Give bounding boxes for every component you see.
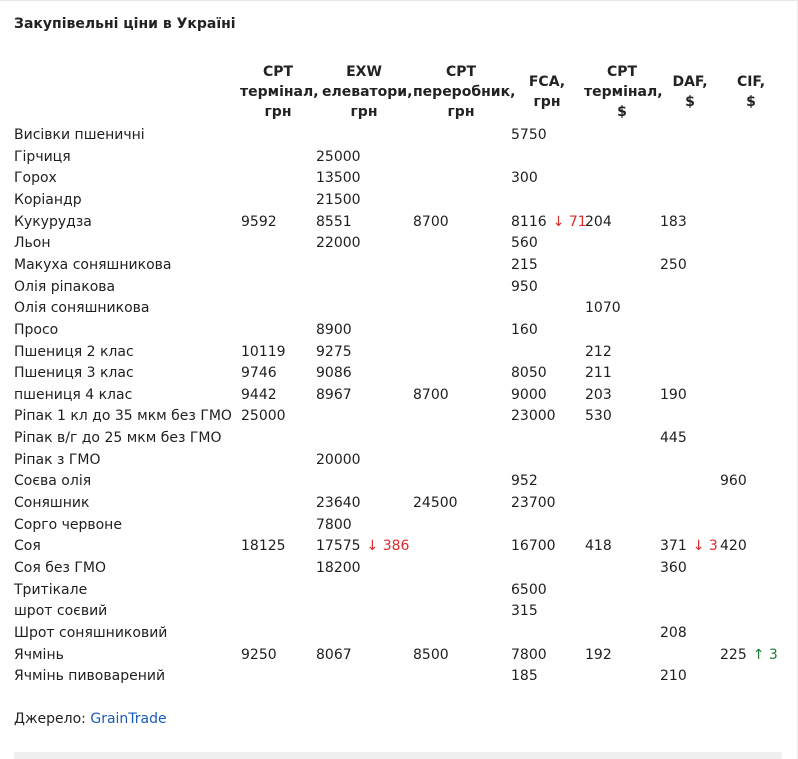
price-change-down: ↓ 71 bbox=[552, 213, 587, 230]
price-cell-daf-usd bbox=[660, 428, 687, 449]
price-cell-cpt-terminal-usd bbox=[585, 645, 612, 666]
price-value: 190 bbox=[660, 386, 687, 403]
price-cell-cpt-terminal-usd bbox=[585, 212, 612, 233]
table-row bbox=[0, 363, 798, 384]
commodity-name: Соєва олія bbox=[14, 473, 92, 490]
column-header-fca-uah: FCA, грн bbox=[528, 74, 566, 110]
table-row bbox=[0, 233, 798, 254]
price-value: 9000 bbox=[511, 386, 547, 403]
price-cell-fca-uah bbox=[511, 385, 547, 406]
price-value: 7800 bbox=[511, 646, 547, 663]
price-cell-exw-elevator-uah bbox=[316, 147, 361, 168]
price-value: 13500 bbox=[316, 170, 361, 187]
table-row bbox=[0, 190, 798, 211]
price-value: 25000 bbox=[241, 408, 286, 425]
table-row bbox=[0, 536, 798, 557]
table-row bbox=[0, 428, 798, 449]
column-header-cpt-terminal-usd: CPT термінал, $ bbox=[584, 64, 663, 120]
price-value: 225 bbox=[720, 646, 747, 663]
column-header-cif-usd: CIF, $ bbox=[736, 74, 766, 110]
price-change-down: ↓ 386 bbox=[366, 538, 410, 555]
price-value: 530 bbox=[585, 408, 612, 425]
table-row bbox=[0, 471, 798, 492]
price-cell-fca-uah bbox=[511, 212, 587, 233]
table-row bbox=[0, 255, 798, 276]
price-cell-fca-uah bbox=[511, 255, 538, 276]
price-cell-fca-uah bbox=[511, 493, 556, 514]
price-cell-cpt-terminal-usd bbox=[585, 298, 621, 319]
price-cell-exw-elevator-uah bbox=[316, 645, 352, 666]
table-row bbox=[0, 666, 798, 687]
table-row bbox=[0, 450, 798, 471]
table-row bbox=[0, 385, 798, 406]
price-value: 10119 bbox=[241, 343, 286, 360]
price-value: 23000 bbox=[511, 408, 556, 425]
price-value: 203 bbox=[585, 386, 612, 403]
price-value: 208 bbox=[660, 624, 687, 641]
price-value: 8700 bbox=[413, 386, 449, 403]
price-cell-cpt-terminal-uah bbox=[241, 342, 286, 363]
column-header-daf-usd: DAF, $ bbox=[672, 74, 708, 110]
price-cell-cpt-terminal-uah bbox=[241, 536, 286, 557]
price-cell-daf-usd bbox=[660, 558, 687, 579]
table-row bbox=[0, 623, 798, 644]
commodity-name: Коріандр bbox=[14, 191, 82, 208]
table-row bbox=[0, 645, 798, 666]
price-value: 1070 bbox=[585, 300, 621, 317]
commodity-name: Висівки пшеничні bbox=[14, 127, 145, 143]
price-cell-daf-usd bbox=[660, 385, 687, 406]
price-value: 9442 bbox=[241, 386, 277, 403]
price-cell-exw-elevator-uah bbox=[316, 168, 361, 189]
table-row bbox=[0, 168, 798, 189]
price-value: 24500 bbox=[413, 495, 458, 512]
price-value: 183 bbox=[660, 213, 687, 230]
commodity-name: Макуха соняшникова bbox=[14, 256, 172, 273]
price-value: 212 bbox=[585, 343, 612, 360]
price-value: 360 bbox=[660, 560, 687, 576]
price-cell-fca-uah bbox=[511, 580, 547, 601]
bottom-bar bbox=[14, 752, 782, 759]
price-value: 9746 bbox=[241, 365, 277, 382]
price-value: 185 bbox=[511, 668, 538, 685]
commodity-name: Кукурудза bbox=[14, 213, 92, 230]
price-value: 20000 bbox=[316, 451, 361, 468]
price-value: 315 bbox=[511, 603, 538, 620]
price-cell-exw-elevator-uah bbox=[316, 212, 352, 233]
price-value: 8700 bbox=[413, 213, 449, 230]
price-cell-fca-uah bbox=[511, 363, 547, 384]
commodity-name: Сорго червоне bbox=[14, 516, 122, 533]
price-value: 8900 bbox=[316, 321, 352, 338]
commodity-name: Ріпак в/г до 25 мкм без ГМО bbox=[14, 430, 222, 447]
price-value: 952 bbox=[511, 473, 538, 490]
price-cell-fca-uah bbox=[511, 125, 547, 146]
price-value: 8116 bbox=[511, 213, 547, 230]
price-value: 420 bbox=[720, 538, 747, 555]
price-cell-exw-elevator-uah bbox=[316, 385, 352, 406]
price-value: 9275 bbox=[316, 343, 352, 360]
price-value: 211 bbox=[585, 365, 612, 382]
price-value: 8551 bbox=[316, 213, 352, 230]
source-link[interactable]: GrainTrade bbox=[90, 711, 167, 727]
price-value: 7800 bbox=[316, 516, 352, 533]
commodity-name: шрот соєвий bbox=[14, 603, 108, 620]
commodity-name: Олія ріпакова bbox=[14, 278, 116, 295]
price-value: 215 bbox=[511, 256, 538, 273]
price-value: 371 bbox=[660, 538, 687, 555]
commodity-name: Пшениця 2 клас bbox=[14, 343, 134, 360]
price-cell-cpt-processor-uah bbox=[413, 212, 449, 233]
price-cell-daf-usd bbox=[660, 255, 687, 276]
price-value: 5750 bbox=[511, 127, 547, 143]
price-change-up: ↑ 3 bbox=[752, 646, 778, 663]
price-value: 23700 bbox=[511, 495, 556, 512]
price-value: 9592 bbox=[241, 213, 277, 230]
price-cell-daf-usd bbox=[660, 536, 718, 557]
price-cell-exw-elevator-uah bbox=[316, 450, 361, 471]
price-cell-exw-elevator-uah bbox=[316, 558, 361, 579]
price-value: 18200 bbox=[316, 560, 361, 576]
price-change-down: ↓ 3 bbox=[692, 538, 718, 555]
price-value: 8967 bbox=[316, 386, 352, 403]
price-cell-fca-uah bbox=[511, 406, 556, 427]
column-header-cpt-processor-uah: CPT переробник, грн bbox=[413, 64, 516, 120]
page-title: Закупівельні ціни в Україні bbox=[14, 16, 236, 32]
price-cell-cpt-terminal-uah bbox=[241, 212, 277, 233]
price-cell-cif-usd bbox=[720, 536, 747, 557]
price-value: 22000 bbox=[316, 235, 361, 252]
table-row bbox=[0, 147, 798, 168]
column-header-exw-elevator-uah: EXW елеватори, грн bbox=[322, 64, 413, 120]
table-row bbox=[0, 212, 798, 233]
commodity-name: Олія соняшникова bbox=[14, 300, 150, 317]
source-line bbox=[14, 711, 167, 727]
table-row bbox=[0, 493, 798, 514]
commodity-name: Горох bbox=[14, 170, 57, 187]
price-cell-exw-elevator-uah bbox=[316, 515, 352, 536]
price-value: 192 bbox=[585, 646, 612, 663]
price-value: 23640 bbox=[316, 495, 361, 512]
price-value: 250 bbox=[660, 256, 687, 273]
price-value: 9250 bbox=[241, 646, 277, 663]
price-cell-cpt-processor-uah bbox=[413, 385, 449, 406]
commodity-name: Гірчиця bbox=[14, 148, 71, 165]
price-cell-daf-usd bbox=[660, 212, 687, 233]
price-value: 960 bbox=[720, 473, 747, 490]
price-cell-fca-uah bbox=[511, 536, 556, 557]
price-cell-cpt-terminal-uah bbox=[241, 645, 277, 666]
price-value: 204 bbox=[585, 213, 612, 230]
price-cell-exw-elevator-uah bbox=[316, 536, 409, 557]
price-value: 300 bbox=[511, 170, 538, 187]
source-label: Джерело: bbox=[14, 711, 86, 727]
price-cell-cpt-terminal-usd bbox=[585, 342, 612, 363]
price-cell-cpt-terminal-usd bbox=[585, 363, 612, 384]
price-value: 6500 bbox=[511, 581, 547, 598]
price-value: 445 bbox=[660, 430, 687, 447]
top-border bbox=[0, 0, 798, 1]
price-cell-cpt-terminal-usd bbox=[585, 406, 612, 427]
table-row bbox=[0, 298, 798, 319]
table-row bbox=[0, 320, 798, 341]
price-cell-exw-elevator-uah bbox=[316, 190, 361, 211]
price-value: 418 bbox=[585, 538, 612, 555]
price-value: 21500 bbox=[316, 191, 361, 208]
commodity-name: Соняшник bbox=[14, 495, 90, 512]
commodity-name: Льон bbox=[14, 235, 51, 252]
commodity-name: Соя без ГМО bbox=[14, 560, 106, 576]
commodity-name: пшениця 4 клас bbox=[14, 386, 133, 403]
commodity-name: Ріпак 1 кл до 35 мкм без ГМО bbox=[14, 408, 232, 425]
price-cell-exw-elevator-uah bbox=[316, 342, 352, 363]
price-value: 25000 bbox=[316, 148, 361, 165]
column-header-cpt-terminal-uah: CPT термінал, грн bbox=[240, 64, 319, 120]
price-cell-daf-usd bbox=[660, 623, 687, 644]
price-value: 16700 bbox=[511, 538, 556, 555]
commodity-name: Шрот соняшниковий bbox=[14, 624, 168, 641]
table-row bbox=[0, 601, 798, 622]
table-row bbox=[0, 406, 798, 427]
price-cell-fca-uah bbox=[511, 666, 538, 687]
commodity-name: Просо bbox=[14, 321, 59, 338]
commodity-name: Ячмінь bbox=[14, 646, 64, 663]
price-value: 8067 bbox=[316, 646, 352, 663]
price-value: 8050 bbox=[511, 365, 547, 382]
price-cell-cif-usd bbox=[720, 471, 747, 492]
commodity-name: Ріпак з ГМО bbox=[14, 451, 101, 468]
price-value: 8500 bbox=[413, 646, 449, 663]
table-row bbox=[0, 515, 798, 536]
table-row bbox=[0, 277, 798, 298]
price-cell-fca-uah bbox=[511, 645, 547, 666]
price-value: 560 bbox=[511, 235, 538, 252]
price-cell-cpt-processor-uah bbox=[413, 645, 449, 666]
price-cell-cpt-terminal-usd bbox=[585, 385, 612, 406]
price-cell-fca-uah bbox=[511, 277, 538, 298]
price-value: 9086 bbox=[316, 365, 352, 382]
commodity-name: Соя bbox=[14, 538, 41, 555]
price-cell-cpt-terminal-uah bbox=[241, 385, 277, 406]
price-cell-cpt-terminal-uah bbox=[241, 406, 286, 427]
commodity-name: Тритікале bbox=[14, 581, 88, 598]
price-cell-exw-elevator-uah bbox=[316, 320, 352, 341]
price-cell-exw-elevator-uah bbox=[316, 233, 361, 254]
price-value: 210 bbox=[660, 668, 687, 685]
price-cell-cpt-terminal-usd bbox=[585, 536, 612, 557]
price-cell-cpt-processor-uah bbox=[413, 493, 458, 514]
table-row bbox=[0, 342, 798, 363]
price-cell-fca-uah bbox=[511, 320, 538, 341]
table-row bbox=[0, 558, 798, 579]
table-row bbox=[0, 580, 798, 601]
price-value: 160 bbox=[511, 321, 538, 338]
price-cell-fca-uah bbox=[511, 601, 538, 622]
table-row bbox=[0, 125, 798, 146]
price-cell-fca-uah bbox=[511, 233, 538, 254]
price-value: 18125 bbox=[241, 538, 286, 555]
price-cell-exw-elevator-uah bbox=[316, 363, 352, 384]
price-cell-cif-usd bbox=[720, 645, 778, 666]
price-cell-daf-usd bbox=[660, 666, 687, 687]
commodity-name: Пшениця 3 клас bbox=[14, 365, 134, 382]
price-cell-fca-uah bbox=[511, 471, 538, 492]
price-cell-fca-uah bbox=[511, 168, 538, 189]
price-cell-exw-elevator-uah bbox=[316, 493, 361, 514]
price-value: 17575 bbox=[316, 538, 361, 555]
price-value: 950 bbox=[511, 278, 538, 295]
commodity-name: Ячмінь пивоварений bbox=[14, 668, 166, 685]
price-cell-cpt-terminal-uah bbox=[241, 363, 277, 384]
